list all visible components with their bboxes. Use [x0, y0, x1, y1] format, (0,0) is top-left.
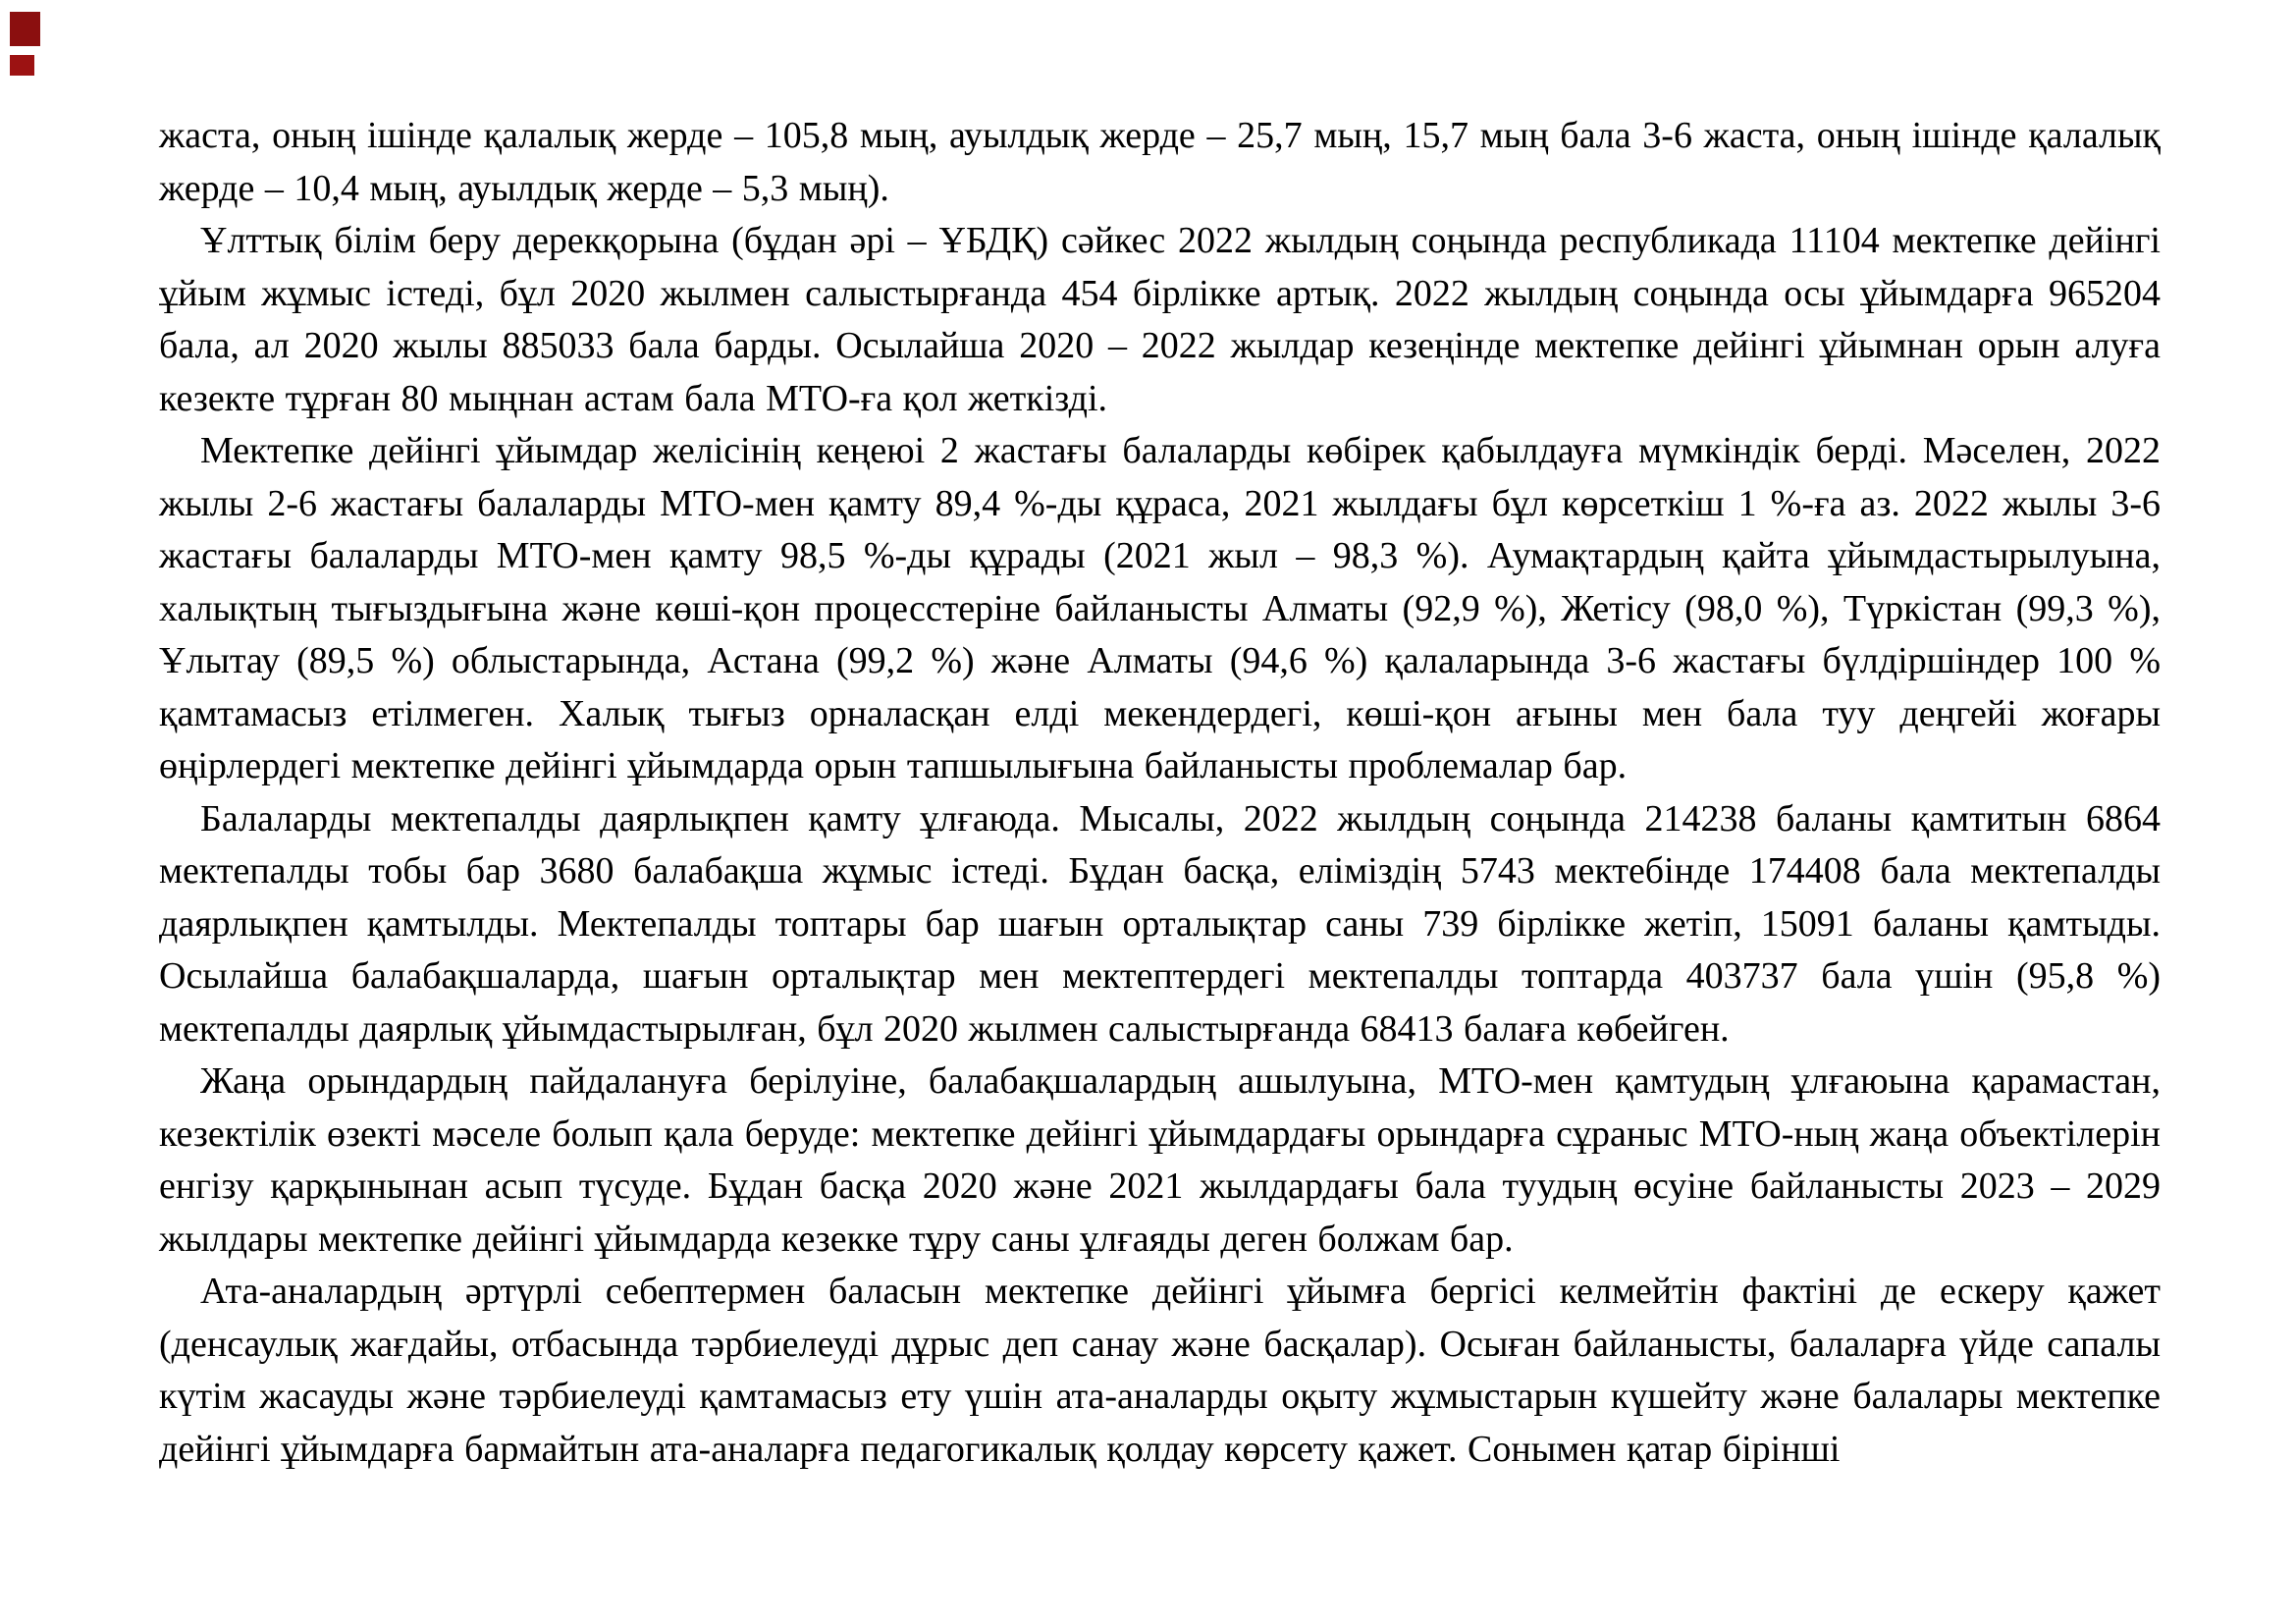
- paragraph-queue-problem: Жаңа орындардың пайдалануға берілуіне, балабақшалардың ашылуына, МТО-мен қамтудың ұлғаюына қарамастан, кезектілік өзекті мәселе болып қала беруде: мектепке дейінгі ұйымдардағы орындарға сұраныс МТО-ның жаңа объектілерін енгізу қарқынынан асып түсуде. Бұдан басқа 2020 және 2021 жылдардағы бала туудың өсуіне байланысты 2023 – 2029 жылдары мектепке дейінгі ұйымдарда кезекке тұру саны ұлғаяды деген болжам бар.: [159, 1060, 2161, 1260]
- paragraph-continuation: жаста, оның ішінде қалалық жерде – 105,8 мың, ауылдық жерде – 25,7 мың, 15,7 мың бала 3-6 жаста, оның ішінде қалалық жерде – 10,4 мың, ауылдық жерде – 5,3 мың).: [159, 115, 2161, 209]
- page-corner-marks: [10, 12, 49, 81]
- red-artifact-mark-small: [10, 55, 34, 76]
- red-artifact-mark-large: [10, 12, 40, 46]
- paragraph-preschool-preparation: Балаларды мектепалды даярлықпен қамту ұлғаюда. Мысалы, 2022 жылдың соңында 214238 баланы қамтитын 6864 мектепалды тобы бар 3680 балабақша жұмыс істеді. Бұдан басқа, еліміздің 5743 мектебінде 174408 бала мектепалды даярлықпен қамтылды. Мектепалды топтары бар шағын орталықтар саны 739 бірлікке жетіп, 15091 баланы қамтыды. Осылайша балабақшаларда, шағын орталықтар мен мектептердегі мектепалды топтарда 403737 бала үшін (95,8 %) мектепалды даярлық ұйымдастырылған, бұл 2020 жылмен салыстырғанда 68413 балаға көбейген.: [159, 797, 2161, 1050]
- paragraph-network-expansion: Мектепке дейінгі ұйымдар желісінің кеңеюі 2 жастағы балаларды көбірек қабылдауға мүмкіндік берді. Мәселен, 2022 жылы 2-6 жастағы балаларды МТО-мен қамту 89,4 %-ды құраса, 2021 жылдағы бұл көрсеткіш 1 %-ға аз. 2022 жылы 3-6 жастағы балаларды МТО-мен қамту 98,5 %-ды құрады (2021 жыл – 98,3 %). Аумақтардың қайта ұйымдастырылуына, халықтың тығыздығына және көші-қон процесстеріне байланысты Алматы (92,9 %), Жетісу (98,0 %), Түркістан (99,3 %), Ұлытау (89,5 %) облыстарында, Астана (99,2 %) және Алматы (94,6 %) қалаларында 3-6 жастағы бүлдіршіндер 100 % қамтамасыз етілмеген. Халық тығыз орналасқан елді мекендердегі, көші-қон ағыны мен бала туу деңгейі жоғары өңірлердегі мектепке дейінгі ұйымдарда орын тапшылығына байланысты проблемалар бар.: [159, 430, 2161, 786]
- document-body: [159, 110, 2161, 1476]
- paragraph-national-education-db: Ұлттық білім беру дерекқорына (бұдан әрі – ҰБДҚ) сәйкес 2022 жылдың соңында республикада 11104 мектепке дейінгі ұйым жұмыс істеді, бұл 2020 жылмен салыстырғанда 454 бірлікке артық. 2022 жылдың соңында осы ұйымдарға 965204 бала, ал 2020 жылы 885033 бала барды. Осылайша 2020 – 2022 жылдар кезеңінде мектепке дейінгі ұйымнан орын алуға кезекте тұрған 80 мыңнан астам бала МТО-ға қол жеткізді.: [159, 220, 2161, 419]
- paragraph-parents-support: Ата-аналардың әртүрлі себептермен баласын мектепке дейінгі ұйымға бергісі келмейтін фактіні де ескеру қажет (денсаулық жағдайы, отбасында тәрбиелеуді дұрыс деп санау және басқалар). Осыған байланысты, балаларға үйде сапалы күтім жасауды және тәрбиелеуді қамтамасыз ету үшін ата-аналарды оқыту жұмыстарын күшейту және балалары мектепке дейінгі ұйымдарға бармайтын ата-аналарға педагогикалық қолдау көрсету қажет. Сонымен қатар бірінші: [159, 1271, 2161, 1470]
